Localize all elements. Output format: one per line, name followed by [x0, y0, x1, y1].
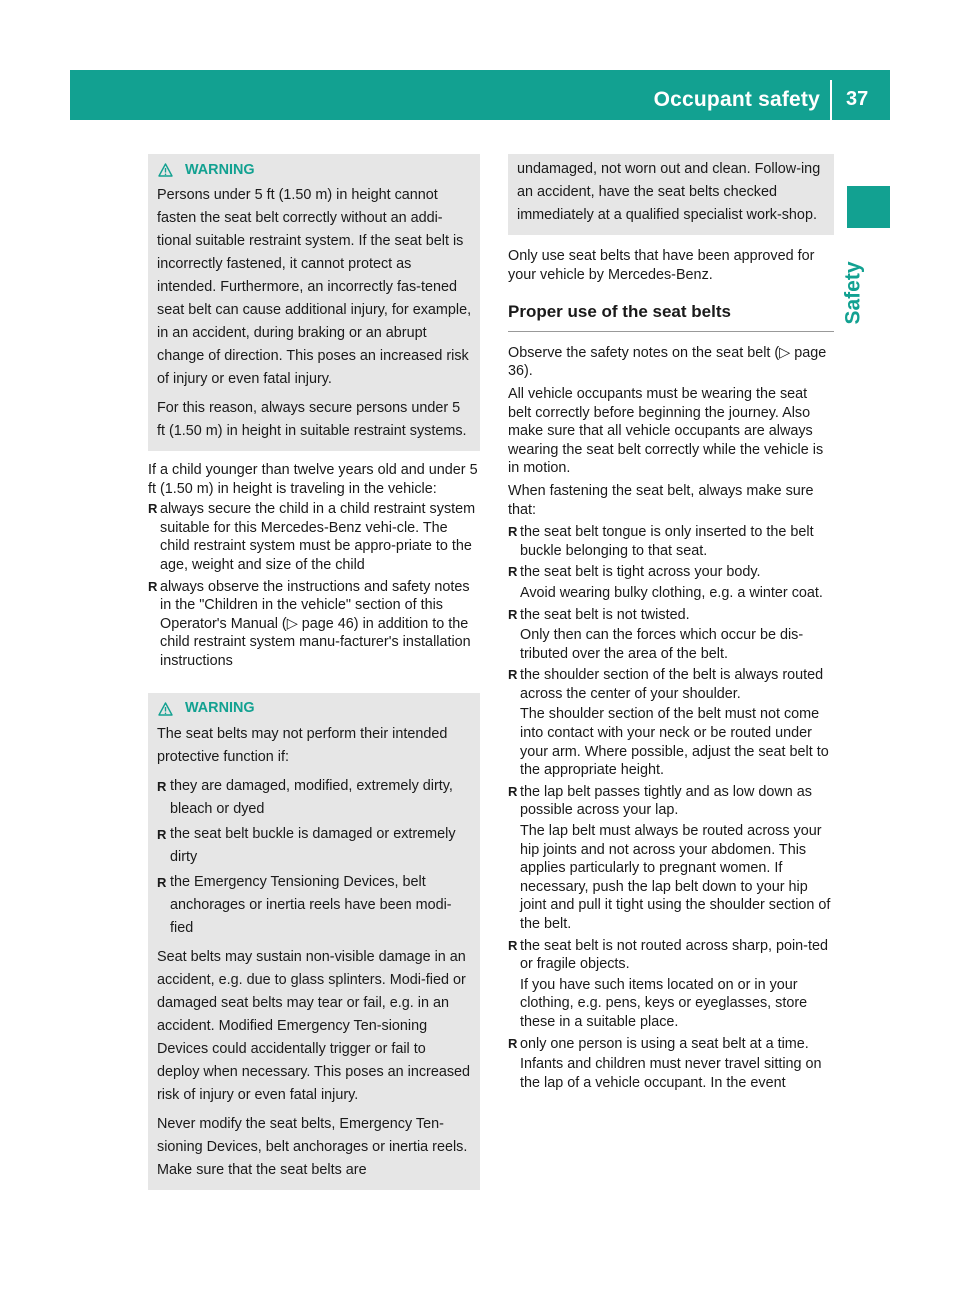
- warning-box-1: [148, 154, 480, 451]
- warning-text: For this reason, always secure persons under 5 ft (1.50 m) in height in suitable restraint systems.: [157, 400, 467, 439]
- paragraph: Only use seat belts that have been approved for your vehicle by Mercedes-Benz.: [508, 248, 815, 283]
- warning-text: undamaged, not worn out and clean. Follow-ing an accident, have the seat belts checked immediately at a qualified specialist work-shop.: [517, 161, 821, 223]
- section-heading: Proper use of the seat belts: [508, 303, 834, 332]
- right-column: [508, 154, 834, 1098]
- right-text: [508, 247, 834, 1092]
- warning-triangle-icon: [158, 702, 173, 716]
- list-item: [508, 563, 834, 602]
- list-item-text: always observe the instructions and safety notes in the "Children in the vehicle" section of this Operator's Manual (▷ page 46) in addition to the child restraint system manu-facturer's installation instructions: [160, 578, 471, 669]
- bullet-icon: R: [508, 564, 518, 580]
- warning-bullet-list: [157, 775, 472, 940]
- bullet-list: [508, 523, 834, 1092]
- running-header-title: Occupant safety: [653, 88, 820, 111]
- side-tab: [841, 245, 890, 340]
- bullet-icon: R: [157, 778, 167, 794]
- list-item-text: the seat belt buckle is damaged or extremely dirty: [170, 825, 456, 865]
- list-item: [157, 871, 472, 940]
- bullet-icon: R: [508, 937, 518, 953]
- warning-triangle-icon: [158, 163, 173, 177]
- list-item: [157, 823, 472, 869]
- list-item: [508, 666, 834, 780]
- list-item-text: the seat belt is not twisted.: [520, 606, 690, 623]
- bullet-list: [148, 500, 480, 670]
- bullet-icon: R: [508, 524, 518, 540]
- list-item-text: the seat belt is not routed across sharp, poin-ted or fragile objects.: [520, 937, 828, 973]
- warning-label: WARNING: [185, 161, 255, 178]
- list-item-note: The shoulder section of the belt must not come into contact with your neck or be routed under your arm. Where possible, adjust the seat belt to the appropriate height.: [520, 706, 829, 779]
- page-number: 37: [846, 88, 869, 110]
- list-item-note: The lap belt must always be routed across your hip joints and not across your abdomen. This applies particularly to pregnant women. If necessary, push the lap belt down to your hip joint and pull it tight using the shoulder section of the belt.: [520, 823, 831, 932]
- list-item: [157, 775, 472, 821]
- side-tab-block: [847, 186, 890, 228]
- paragraph: All vehicle occupants must be wearing the seat belt correctly before beginning the journey. Also make sure that all vehicle occupants are always wearing the seat belt correctly while the vehicle is in motion.: [508, 385, 824, 477]
- paragraph: Observe the safety notes on the seat belt (▷ page 36).: [508, 344, 827, 380]
- warning-box-2: [148, 693, 480, 1190]
- warning-heading: [157, 160, 472, 180]
- list-item: [508, 937, 834, 1032]
- bullet-icon: R: [148, 578, 158, 594]
- list-item-text: the lap belt passes tightly and as low down as possible across your lap.: [520, 783, 812, 819]
- warning-text: Persons under 5 ft (1.50 m) in height cannot fasten the seat belt correctly without an addi-tional suitable restraint system. If the seat belt is incorrectly fastened, it cannot protect as intended. Furthermore, an incorrectly fas-tened seat belt can cause additional injury, for example, in an accident, during braking or an abrupt change of direction. This poses an increased risk of injury or even fatal injury.: [157, 187, 472, 387]
- warning-text: Seat belts may sustain non-visible damage in an accident, e.g. due to glass splinters. Modi-fied or damaged seat belts may tear or fail, e.g. in an accident. Modified Emergency Ten-sioning Devices could accidentally trigger or fail to deploy when necessary. This poses an increased risk of injury or even fatal injury.: [157, 948, 471, 1103]
- list-item: [508, 783, 834, 934]
- list-item-text: the seat belt tongue is only inserted to the belt buckle belonging to that seat.: [520, 524, 814, 559]
- list-item-text: the shoulder section of the belt is always routed across the center of your shoulder.: [520, 667, 824, 702]
- left-column: [148, 154, 480, 1190]
- bullet-icon: R: [508, 667, 518, 683]
- list-item-note: If you have such items located on or in your clothing, e.g. pens, keys or eyeglasses, store these in a suitable place.: [520, 976, 808, 1030]
- warning-text: The seat belts may not perform their intended protective function if:: [157, 725, 448, 765]
- paragraph: When fastening the seat belt, always make sure that:: [508, 482, 814, 518]
- bullet-icon: R: [148, 501, 158, 517]
- list-item: [508, 523, 834, 560]
- list-item-note: Avoid wearing bulky clothing, e.g. a winter coat.: [520, 584, 823, 601]
- list-item-text: they are damaged, modified, extremely dirty, bleach or dyed: [170, 777, 453, 817]
- list-item-text: the seat belt is tight across your body.: [520, 564, 761, 581]
- bullet-icon: R: [157, 826, 167, 842]
- bullet-icon: R: [508, 1035, 518, 1051]
- warning-heading: [157, 699, 472, 719]
- child-section: [148, 461, 480, 671]
- list-item: [508, 606, 834, 664]
- list-item: [148, 578, 480, 671]
- list-item: [508, 1035, 834, 1093]
- header-separator: [830, 80, 832, 120]
- list-item-text: always secure the child in a child restraint system suitable for this Mercedes-Benz vehi-cle. The child restraint system must be appro-priate to the age, weight and size of the child: [160, 501, 476, 573]
- paragraph: If a child younger than twelve years old and under 5 ft (1.50 m) in height is traveling in the vehicle:: [148, 462, 478, 497]
- list-item-note: Infants and children must never travel sitting on the lap of a vehicle occupant. In the event: [520, 1056, 822, 1091]
- bullet-icon: R: [157, 874, 167, 890]
- bullet-icon: R: [508, 606, 518, 622]
- bullet-icon: R: [508, 783, 518, 799]
- warning-box-continued: [508, 154, 834, 235]
- warning-label: WARNING: [185, 700, 255, 717]
- list-item-note: Only then can the forces which occur be dis-tributed over the area of the belt.: [520, 627, 804, 662]
- side-tab-label: Safety: [841, 261, 865, 325]
- list-item: [148, 500, 480, 574]
- warning-text: Never modify the seat belts, Emergency Ten-sioning Devices, belt anchorages or inertia reels. Make sure that the seat belts are: [157, 1115, 468, 1178]
- list-item-text: the Emergency Tensioning Devices, belt anchorages or inertia reels have been modi-fied: [170, 873, 452, 936]
- list-item-text: only one person is using a seat belt at a time.: [520, 1035, 809, 1052]
